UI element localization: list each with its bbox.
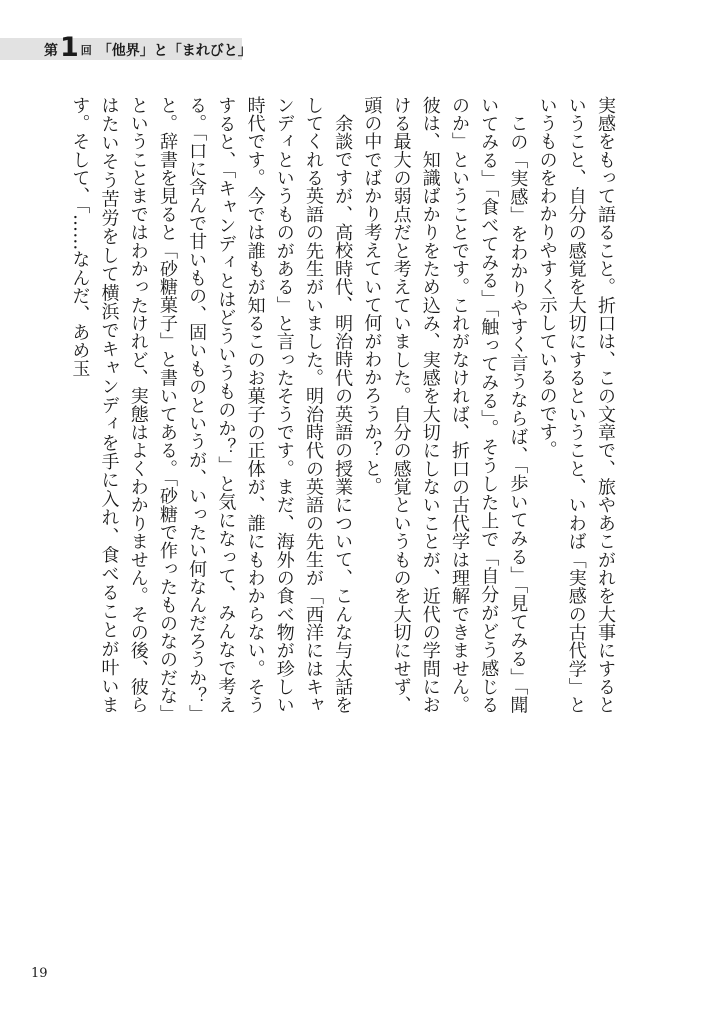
lesson-prefix: 第	[44, 43, 58, 59]
lesson-suffix: 回	[80, 44, 92, 57]
lesson-number: 1	[60, 32, 79, 63]
paragraph: 余談ですが、高校時代、明治時代の英語の授業について、こんな与太話をしてくれる英語の先生がいました。明治時代の英語の先生が「西洋にはキャンディというものがある」と言ったそうです。まだ、海外の食べ物が珍しい時代です。今では誰もが知るこのお菓子の正体が、誰にもわからない。そうすると、「キャンディとはどういうものか？」と気になって、みんなで考える。「口に含んで甘いもの、固いものというが、いったい何なんだろうか？」と。辞書を見ると「砂糖菓子」と書いてある。「砂糖で作ったものなのだな」ということまではわかったけれど、実態はよくわかりません。その後、彼らはたいそう苦労をして横浜でキャンディを手に入れ、食べることが叶います。そして、「……なんだ、あめ玉	[69, 96, 354, 714]
paragraph: 実感をもって語ること。折口は、この文章で、旅やあこがれを大事にするということ、自分の感覚を大切にするということ、いわば「実感の古代学」というものをわかりやすく示しているのです。	[536, 96, 616, 714]
body-text	[69, 96, 620, 714]
paragraph: この「実感」をわかりやすく言うならば、「歩いてみる」「見てみる」「聞いてみる」「食べてみる」「触ってみる」。そうした上で「自分がどう感じるのか」ということです。これがなければ、折口の古代学は理解できません。彼は、知識ばかりをため込み、実感を大切にしないことが、近代の学問における最大の弱点だと考えていました。自分の感覚というものを大切にせず、頭の中でばかり考えていて何がわかろうか？と。	[361, 96, 529, 714]
page-number: 19	[31, 966, 48, 981]
lesson-title: 「他界」と「まれびと」	[97, 43, 252, 59]
chapter-header	[44, 32, 252, 62]
